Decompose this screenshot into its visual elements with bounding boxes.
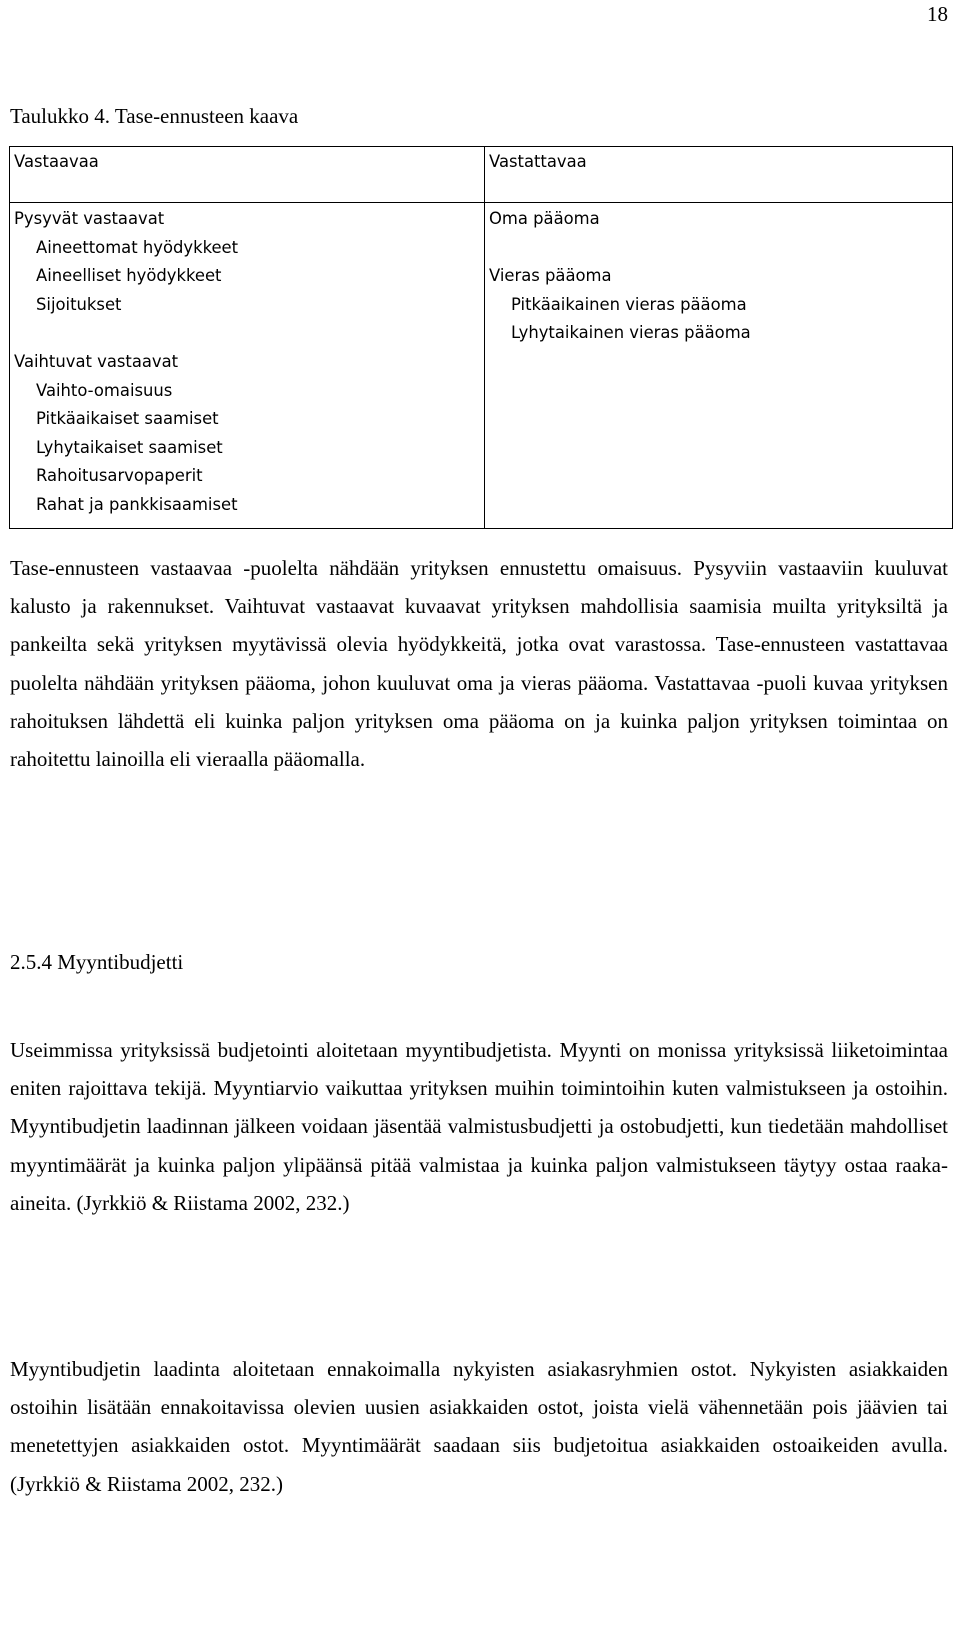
- assets-cell: [10, 203, 485, 529]
- myynti-paragraph-2: Myyntibudjetin laadinta aloitetaan ennakoimalla nykyisten asiakasryhmien ostot. Nykyisten asiakkaiden ostoihin lisätään ennakoitavissa olevien uusien asiakkaiden ostot, joista vielä vähennetään pois jäävien tai menetettyjen asiakkaiden ostot. Myyntimäärät saadaan siis budjetoitua asiakkaiden ostoaikeiden avulla. (Jyrkkiö & Riistama 2002, 232.): [10, 1357, 948, 1496]
- spacer: [489, 234, 948, 263]
- current-asset-item: Rahoitusarvopaperit: [36, 466, 203, 486]
- section-heading: 2.5.4 Myyntibudjetti: [10, 950, 184, 974]
- fixed-assets-heading: Pysyvät vastaavat: [14, 209, 165, 228]
- debt-item: Lyhytaikainen vieras pääoma: [511, 323, 751, 343]
- debt-item: Pitkäaikainen vieras pääoma: [511, 294, 747, 314]
- fixed-asset-item: Sijoitukset: [36, 294, 122, 314]
- current-asset-item: Lyhytaikaiset saamiset: [36, 437, 223, 457]
- fixed-asset-item: Aineettomat hyödykkeet: [36, 237, 239, 257]
- fixed-asset-item: Aineelliset hyödykkeet: [36, 266, 222, 286]
- current-asset-item: Vaihto-omaisuus: [36, 380, 173, 400]
- equity-heading: Oma pääoma: [489, 209, 600, 228]
- table-body-row: [10, 203, 953, 529]
- liabilities-header: Vastattavaa: [485, 147, 953, 203]
- balance-sheet-table: [9, 146, 953, 529]
- current-assets-heading: Vaihtuvat vastaavat: [14, 351, 179, 371]
- assets-header: Vastaavaa: [10, 147, 485, 203]
- spacer: [14, 319, 480, 348]
- table-header-row: [10, 147, 953, 203]
- liabilities-cell: [485, 203, 953, 529]
- myynti-paragraph-1: Useimmissa yrityksissä budjetointi aloitetaan myyntibudjetista. Myynti on monissa yrityksissä liiketoimintaa eniten rajoittava tekijä. Myyntiarvio vaikuttaa yrityksen muihin toimintoihin kuten valmistukseen ja ostoihin. Myyntibudjetin laadinnan jälkeen voidaan jäsentää valmistusbudjetti ja ostobudjetti, kun tiedetään mahdolliset myyntimäärät ja kuinka paljon ylipäänsä pitää valmistaa ja kuinka paljon valmistukseen täytyy ostaa raaka-aineita. (Jyrkkiö & Riistama 2002, 232.): [10, 1038, 948, 1215]
- current-asset-item: Pitkäaikaiset saamiset: [36, 409, 219, 429]
- table-caption: Taulukko 4. Tase-ennusteen kaava: [10, 104, 299, 128]
- tase-paragraph: Tase-ennusteen vastaavaa -puolelta nähdään yrityksen ennustettu omaisuus. Pysyviin vastaaviin kuuluvat kalusto ja rakennukset. Vaihtuvat vastaavat kuvaavat yrityksen mahdollisia saamisia muilta yrityksiltä ja pankeilta sekä yrityksen myytävissä olevia hyödykkeitä, jotka ovat varastossa. Tase-ennusteen vastattavaa puolelta nähdään yrityksen pääoma, johon kuuluvat oma ja vieras pääoma. Vastattavaa -puoli kuvaa yrityksen rahoituksen lähdettä eli kuinka paljon yrityksen oma pääoma on ja kuinka paljon yrityksen toimintaa on rahoitettu lainoilla eli vieraalla pääomalla.: [10, 556, 948, 772]
- page-number: 18: [927, 2, 948, 26]
- current-asset-item: Rahat ja pankkisaamiset: [36, 494, 238, 514]
- debt-heading: Vieras pääoma: [489, 266, 612, 286]
